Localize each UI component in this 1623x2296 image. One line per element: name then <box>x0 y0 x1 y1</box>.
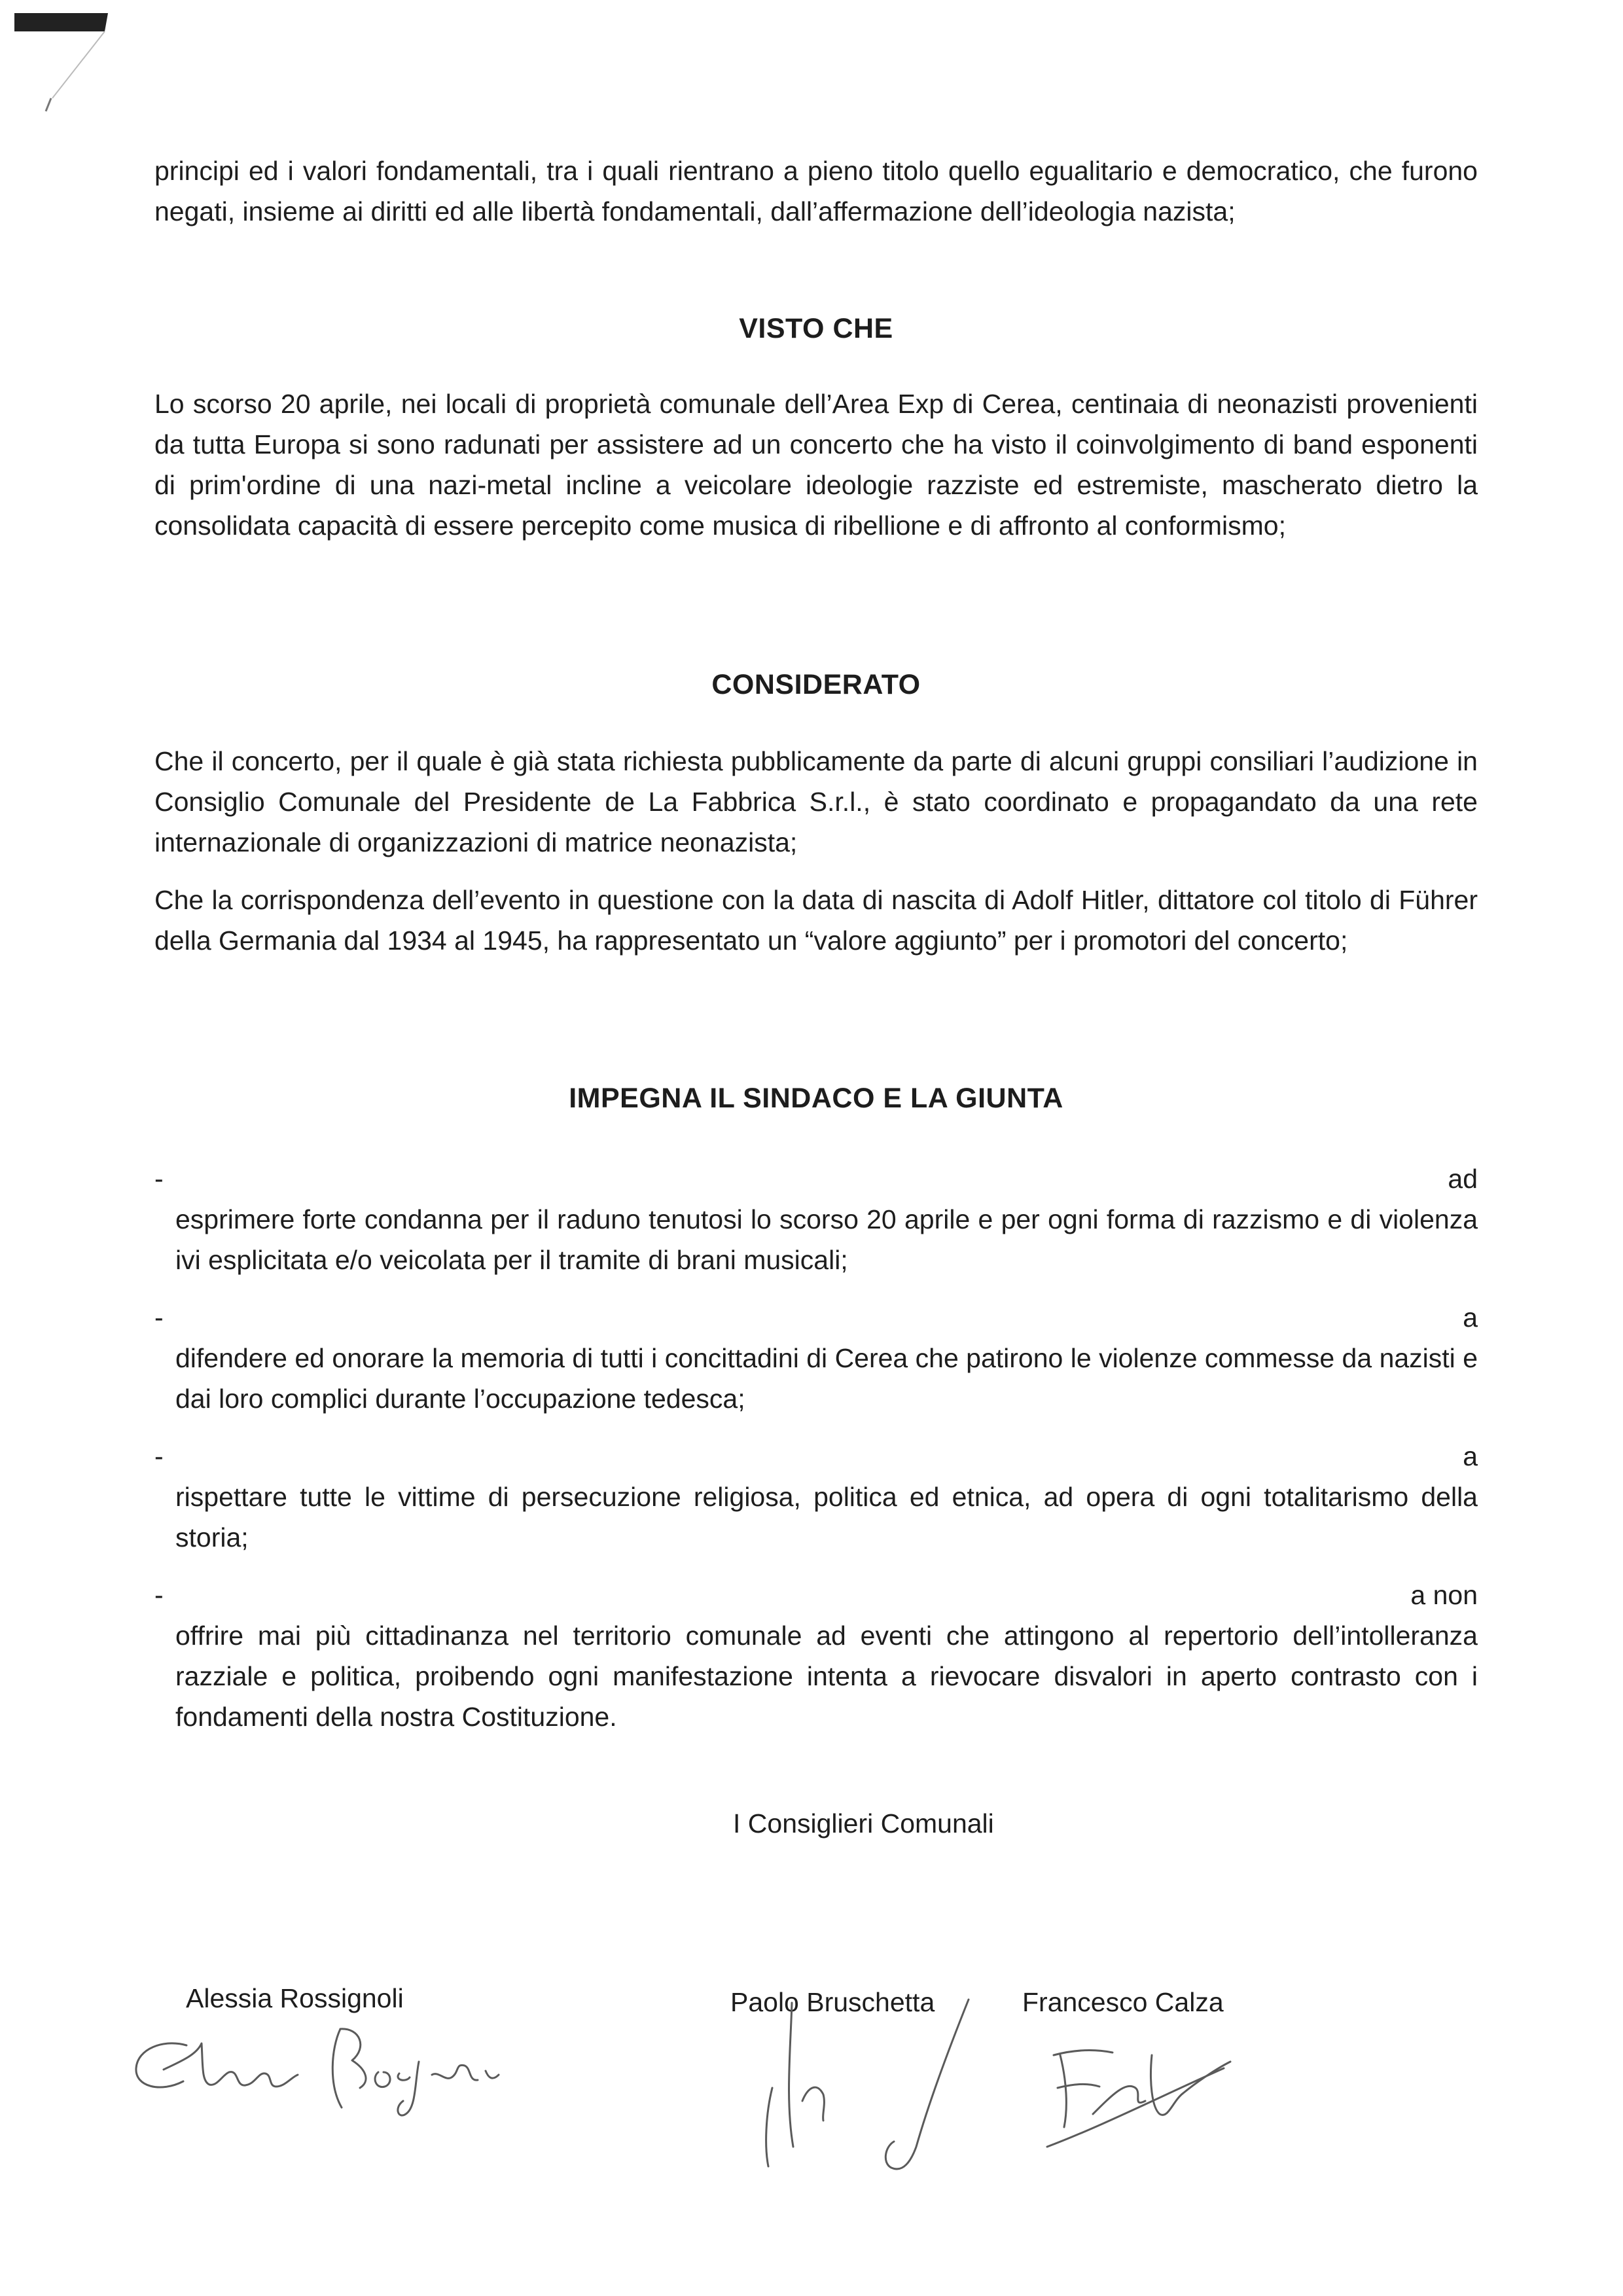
signer-name-rossignoli: Alessia Rossignoli <box>186 1983 404 2013</box>
signer-name-calza: Francesco Calza <box>1022 1987 1224 2017</box>
item-lead-word: a <box>1463 1302 1478 1333</box>
item-text: offrire mai più cittadinanza nel territorio comunale ad eventi che attingono al repertorio dell’intolleranza razziale e politica, proibendo ogni manifestazione intenta a rievocare disvalori in aperto contrasto con i fondamenti della nostra Costituzione. <box>175 1621 1478 1732</box>
heading-impegna: IMPEGNA IL SINDACO E LA GIUNTA <box>569 1083 1063 1114</box>
scan-corner-mark <box>0 0 131 144</box>
item-lead-word: ad <box>1448 1164 1478 1194</box>
item-dash: - <box>154 1302 164 1333</box>
signature-bruschetta <box>740 1990 988 2186</box>
signer-name-bruschetta: Paolo Bruschetta <box>730 1987 935 2017</box>
considerato-paragraph-1: Che il concerto, per il quale è già stata richiesta pubblicamente da parte di alcuni gruppi consiliari l’audizione in Consiglio Comunale del Presidente de La Fabbrica S.r.l., è stato coordinato e propagandato da una rete internazionale di organizzazioni di matrice neonazista; <box>154 746 1478 857</box>
considerato-paragraph-2: Che la corrispondenza dell’evento in questione con la data di nascita di Adolf Hitler, dittatore col titolo di Führer della Germania dal 1934 al 1945, ha rappresentato un “valore aggiunto” per i promotori del concerto; <box>154 885 1478 956</box>
item-dash: - <box>154 1441 164 1471</box>
intro-paragraph: principi ed i valori fondamentali, tra i quali rientrano a pieno titolo quello egualitario e democratico, che furono negati, insieme ai diritti ed alle libertà fondamentali, dall’affermazione dell’ideologia nazista; <box>154 156 1478 226</box>
visto-che-paragraph: Lo scorso 20 aprile, nei locali di proprietà comunale dell’Area Exp di Cerea, centinaia di neonazisti provenienti da tutta Europa si sono radunati per assistere ad un concerto che ha visto il coinvolgimento di band esponenti di prim'ordine di una nazi-metal incline a veicolare ideologie razziste ed estremiste, mascherato dietro la consolidata capacità di essere percepito come musica di ribellione e di affronto al conformismo; <box>154 389 1478 541</box>
signature-rossignoli <box>124 2009 543 2134</box>
heading-visto-che: VISTO CHE <box>739 313 893 344</box>
item-text: rispettare tutte le vittime di persecuzione religiosa, politica ed etnica, ad opera di ogni totalitarismo della storia; <box>175 1482 1478 1552</box>
item-lead-word: a non <box>1410 1580 1478 1610</box>
item-dash: - <box>154 1164 164 1194</box>
item-dash: - <box>154 1580 164 1610</box>
closing-signature-line: I Consiglieri Comunali <box>733 1808 994 1839</box>
item-text: difendere ed onorare la memoria di tutti i concittadini di Cerea che patirono le violenze commesse da nazisti e dai loro complici durante l’occupazione tedesca; <box>175 1343 1478 1414</box>
item-text: esprimere forte condanna per il raduno tenutosi lo scorso 20 aprile e per ogni forma di razzismo e di violenza ivi esplicitata e/o veicolata per il tramite di brani musicali; <box>175 1204 1478 1275</box>
heading-considerato: CONSIDERATO <box>711 669 921 700</box>
signature-calza <box>1021 2016 1243 2160</box>
item-lead-word: a <box>1463 1441 1478 1471</box>
